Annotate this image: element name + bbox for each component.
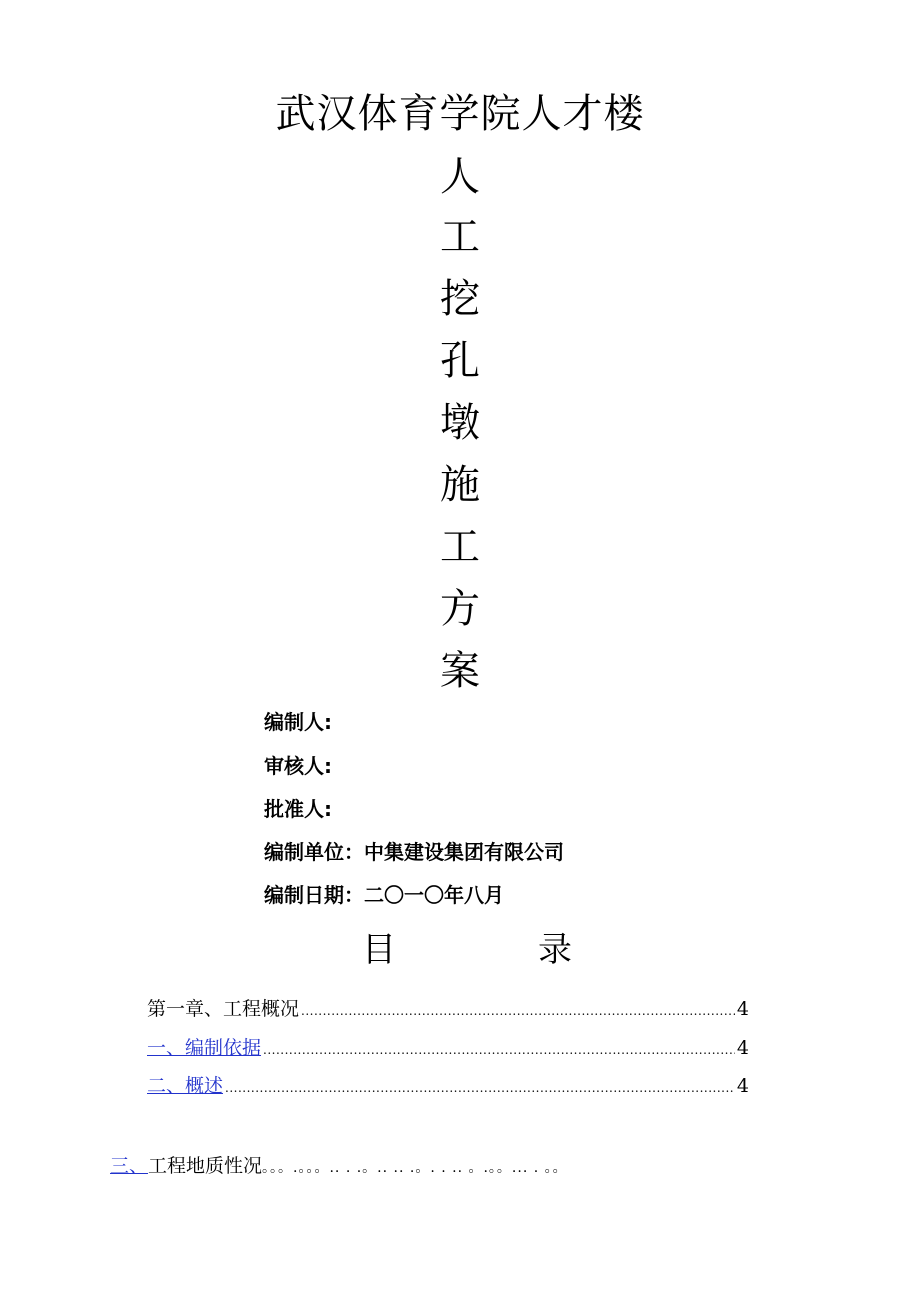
toc-leader bbox=[263, 1036, 735, 1064]
cover-vertical-char: 挖 bbox=[440, 276, 480, 322]
toc-entry-link[interactable]: 一、编制依据 bbox=[147, 1037, 262, 1059]
compiler-line: 编制人: bbox=[264, 710, 332, 734]
toc-entry-label: 第一章、工程概况 bbox=[147, 998, 300, 1020]
cover-vertical-char: 人 bbox=[440, 154, 480, 200]
date-line: 编制日期：二〇一〇年八月 bbox=[264, 883, 504, 907]
toc-geology-label: 工程地质性况 bbox=[148, 1155, 263, 1177]
unit-line: 编制单位：中集建设集团有限公司 bbox=[264, 840, 564, 864]
toc-entry-page: 4 bbox=[736, 998, 749, 1020]
toc-entry-page: 4 bbox=[736, 1075, 749, 1097]
cover-vertical-char: 方 bbox=[440, 586, 480, 632]
toc-title-left: 目 bbox=[362, 930, 396, 970]
toc-geology-entry bbox=[110, 1152, 568, 1182]
toc-leader bbox=[225, 1074, 735, 1102]
cover-vertical-char: 施 bbox=[440, 462, 480, 508]
toc-entry[interactable] bbox=[147, 1072, 749, 1102]
approver-line: 批准人: bbox=[264, 797, 332, 821]
toc-geology-link[interactable]: 三、 bbox=[110, 1155, 149, 1177]
toc-entry-link[interactable]: 二、概述 bbox=[147, 1075, 224, 1097]
cover-vertical-char: 墩 bbox=[440, 400, 480, 446]
toc-geology-dots: 。。。.。。。.. . .。.. .. .。. . .. 。.。。... . 。。 bbox=[262, 1160, 568, 1176]
cover-vertical-char: 工 bbox=[440, 524, 480, 570]
toc-title-right: 录 bbox=[538, 930, 572, 970]
toc-leader bbox=[301, 997, 735, 1025]
cover-vertical-char: 工 bbox=[440, 214, 480, 260]
document-title: 武汉体育学院人才楼 bbox=[275, 91, 645, 137]
toc-entry-page: 4 bbox=[736, 1037, 749, 1059]
cover-vertical-char: 孔 bbox=[440, 338, 480, 384]
reviewer-line: 审核人: bbox=[264, 754, 332, 778]
toc-entry bbox=[147, 995, 749, 1025]
cover-vertical-char: 案 bbox=[440, 648, 480, 694]
toc-entry[interactable] bbox=[147, 1034, 749, 1064]
